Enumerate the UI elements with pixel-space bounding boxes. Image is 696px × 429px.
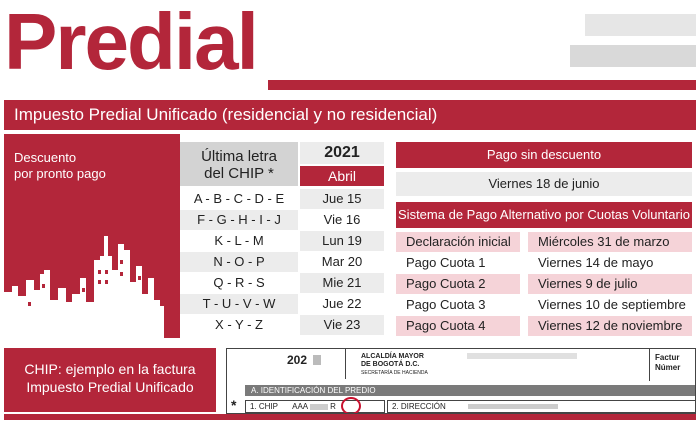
chip-label: 1. CHIP <box>250 402 278 411</box>
invoice-chip-field <box>245 400 385 413</box>
installment-date: Viernes 10 de septiembre <box>538 297 686 312</box>
city-skyline-icon <box>4 230 180 338</box>
installment-label: Pago Cuota 3 <box>406 297 486 312</box>
schedule-row-date: Jue 22 <box>322 296 362 311</box>
invoice-address-field <box>387 400 696 413</box>
chip-value-end: R <box>330 402 336 411</box>
letter-header-line2: del CHIP * <box>204 165 274 182</box>
factura-line2: Númer <box>655 363 681 372</box>
installment-label: Pago Cuota 1 <box>406 255 486 270</box>
month-header: Abril <box>300 166 384 186</box>
chip-example-line2: Impuesto Predial Unificado <box>26 379 194 395</box>
early-payment-label <box>14 150 106 182</box>
installment-date: Viernes 12 de noviembre <box>528 316 692 336</box>
invoice-header-blur <box>467 353 577 359</box>
issuer-line2: DE BOGOTÁ D.C. <box>361 361 420 368</box>
chip-highlight-circle <box>341 397 361 414</box>
chip-value-start: AAA <box>292 402 308 411</box>
address-blur <box>468 404 558 409</box>
schedule-row-date: Vie 16 <box>323 212 361 227</box>
invoice-year-blur <box>313 355 321 365</box>
schedule-row-letters: T - U - V - W <box>180 294 298 314</box>
schedule-row-letters: A - B - C - D - E <box>193 191 285 206</box>
early-payment-panel <box>4 134 180 338</box>
bottom-bar <box>4 414 696 420</box>
letter-column-header <box>180 142 298 186</box>
invoice-section-header: A. IDENTIFICACIÓN DEL PREDIO <box>245 385 696 396</box>
title-underline-bar <box>268 80 696 90</box>
schedule-row-letters: F - G - H - I - J <box>180 210 298 230</box>
schedule-row-date: Vie 23 <box>300 315 384 335</box>
schedule-row-date: Lun 19 <box>300 231 384 251</box>
chip-example-line1: CHIP: ejemplo en la factura <box>24 361 196 377</box>
schedule-row-letters: Q - R - S <box>213 275 265 290</box>
invoice-divider <box>345 349 346 379</box>
schedule-row-letters: X - Y - Z <box>215 317 263 332</box>
installments-header: Sistema de Pago Alternativo por Cuotas Voluntario <box>396 202 692 228</box>
blurred-logo-bottom <box>570 45 696 67</box>
chip-value-blur <box>310 404 328 410</box>
invoice-sample <box>226 348 696 414</box>
schedule-row-letters: K - L - M <box>214 233 264 248</box>
schedule-row-date: Mar 20 <box>321 254 363 269</box>
early-payment-line2: por pronto pago <box>14 166 106 181</box>
invoice-year: 202 <box>287 353 308 367</box>
issuer-line1: ALCALDÍA MAYOR <box>361 353 424 360</box>
subtitle-banner: Impuesto Predial Unificado (residencial y no residencial) <box>4 100 696 130</box>
installment-date: Viernes 9 de julio <box>528 274 692 294</box>
factura-line1: Factur <box>655 353 680 362</box>
blurred-logo-top <box>585 14 696 36</box>
installment-date: Viernes 14 de mayo <box>538 255 654 270</box>
installment-label: Pago Cuota 4 <box>396 316 520 336</box>
schedule-row-date: Jue 15 <box>300 189 384 209</box>
installment-date: Miércoles 31 de marzo <box>528 232 692 252</box>
page-title: Predial <box>4 0 257 86</box>
schedule-row-date: Mie 21 <box>300 273 384 293</box>
issuer-line3: SECRETARÍA DE HACIENDA <box>361 370 428 376</box>
address-label: 2. DIRECCIÓN <box>392 402 446 411</box>
invoice-issuer <box>361 353 428 377</box>
year-header: 2021 <box>300 142 384 164</box>
no-discount-header: Pago sin descuento <box>396 142 692 168</box>
installment-label: Declaración inicial <box>396 232 520 252</box>
invoice-asterisk: * <box>231 397 237 413</box>
chip-example-label <box>4 348 216 412</box>
no-discount-date: Viernes 18 de junio <box>396 172 692 196</box>
letter-header-line1: Última letra <box>201 148 277 165</box>
invoice-divider-right <box>649 349 650 381</box>
schedule-row-letters: N - O - P <box>180 252 298 272</box>
invoice-factura-label <box>655 353 680 373</box>
installment-label: Pago Cuota 2 <box>396 274 520 294</box>
early-payment-line1: Descuento <box>14 150 77 165</box>
